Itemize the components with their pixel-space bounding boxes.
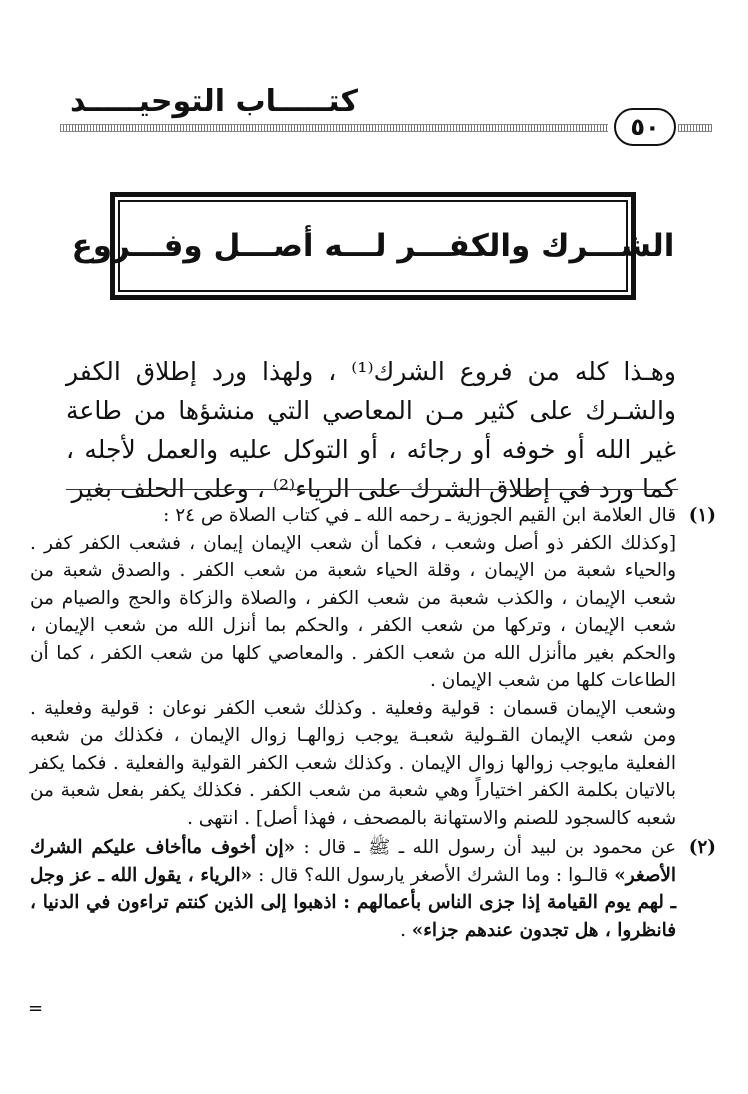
footnote-1	[30, 502, 716, 832]
footnote-paragraph: قال العلامة ابن القيم الجوزية ـ رحمه الله ـ في كتاب الصلاة ص ٢٤ :	[163, 505, 676, 526]
footnote-text: .	[400, 919, 412, 941]
footnote-body	[30, 502, 676, 832]
chapter-title-box	[71, 192, 675, 300]
footnote-number: (٢)	[688, 837, 716, 858]
chapter-title: الشـــرك والكفـــر لـــه أصـــل وفـــروع	[71, 228, 675, 264]
continuation-mark: =	[28, 998, 44, 1019]
main-paragraph: وهـذا كله من فروع الشرك⁽¹⁾ ، ولهذا ورد إطلاق الكفر والشـرك على كثير مـن المعاصي التي منشؤها من طاعة غير الله أو خوفه أو رجائه ، أو التوكل عليه والعمل لأجله ، كما ورد في إطلاق الشرك على الرياء⁽²⁾ ، وعلى الحلف بغير	[66, 357, 676, 503]
footnote-body	[30, 834, 676, 944]
hadith-quote: «إن أخوف ماأخاف عليكم الشرك الأصغر»	[30, 837, 676, 886]
hadith-quote: «الرياء ، يقول الله ـ عز وجل ـ لهم يوم القيامة إذا جزى الناس بأعمالهم : اذهبوا إلى الذين كنتم تراءون في الدنيا ، فانظروا ، هل تجدون عندهم جزاء»	[30, 864, 676, 941]
page-number: ٥٠	[614, 108, 676, 146]
page-header	[0, 0, 748, 160]
header-rule-short	[678, 124, 712, 132]
footnote-2	[30, 834, 716, 944]
main-text	[66, 352, 676, 508]
footnote-paragraph	[30, 834, 676, 944]
footnote-paragraph: [وكذلك الكفر ذو أصل وشعب ، فكما أن شعب الإيمان إيمان ، فشعب الكفر كفر . والحياء شعبة من الإيمان ، وقلة الحياء شعبة من شعب الكفر . والصدق شعبة من شعب الإيمان ، والكذب شعبة من شعب الكفر ، والصلاة والزكاة والحج والصيام من شعب الإيمان ، وتركها من شعب الكفر ، والحكم بما أنزل الله من شعب الإيمان ، والحكم بغير ماأنزل الله من شعب الكفر . والمعاصي كلها من شعب الكفر ، كما أن الطاعات كلها من شعب الإيمان .	[30, 532, 676, 691]
footnotes	[30, 502, 716, 946]
book-title: كتـــــاب التوحيـــــد	[70, 84, 358, 119]
header-rule	[60, 124, 608, 132]
footnote-number: (١)	[688, 505, 716, 526]
footnote-text: عن محمود بن لبيد أن رسول الله ـ ﷺ ـ قال :	[295, 837, 676, 858]
footnote-paragraph: وشعب الإيمان قسمان : قولية وفعلية . وكذلك شعب الكفر نوعان : قولية وفعلية . ومن شعب الإيمان القـولية شعبـة يوجب زوالهـا زوال الإيمان ، فكذلك من شعبه الفعلية مايوجب زوالها زوال الإيمان . وكذلك شعب الكفر القولية والفعلية . فكما يكفر بالاتيان بكلمة الكفر اختياراً وهي شعبة من شعب الكفر . فكذلك يكفر بفعل شعبة من شعبه كالسجود للصنم والاستهانة بالمصحف ، فهذا أصل] . انتهى .	[30, 697, 676, 829]
footnote-divider	[66, 489, 678, 490]
footnote-text: قالـوا : وما الشرك الأصغر يارسول الله؟ قال :	[252, 864, 615, 886]
